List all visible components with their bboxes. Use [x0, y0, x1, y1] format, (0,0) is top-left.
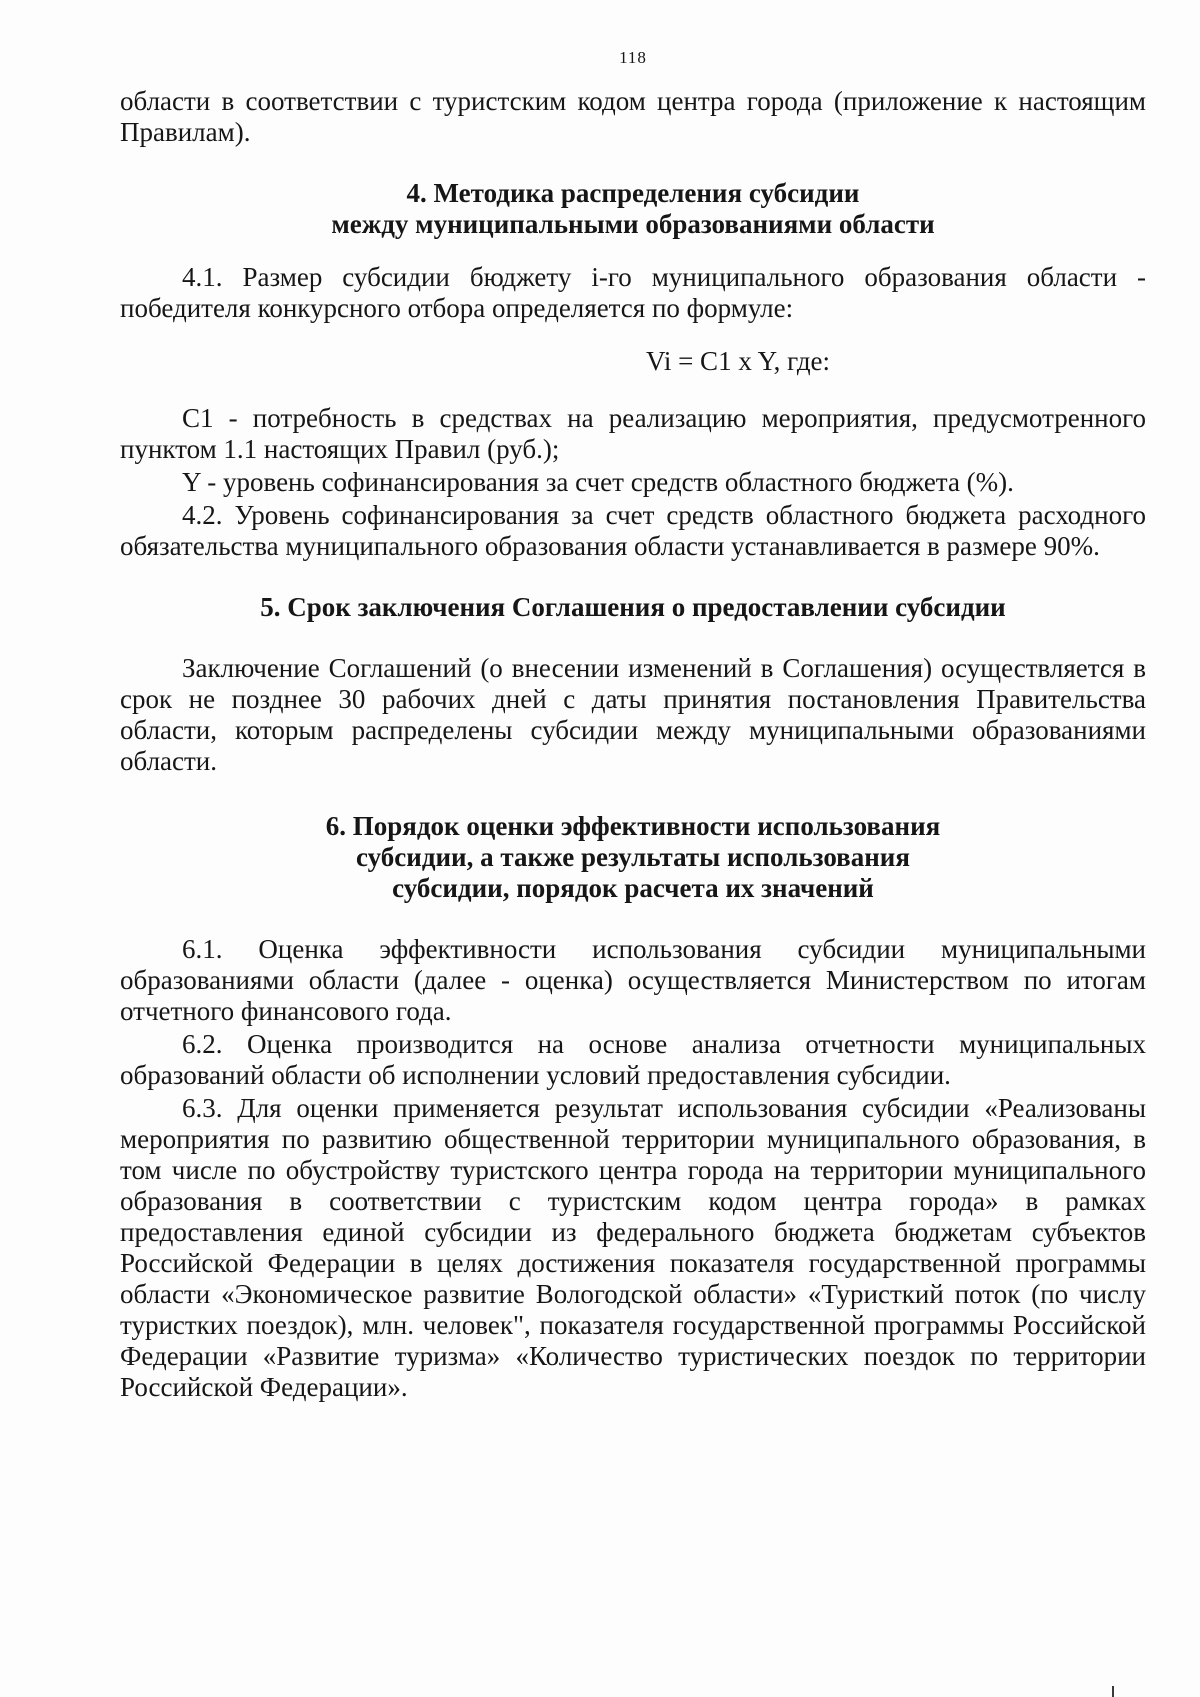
- paragraph-6-1: 6.1. Оценка эффективности использования субсидии муниципальными образованиями области (далее - оценка) осуществляется Министерством по итогам отчетного финансового года.: [120, 934, 1146, 1026]
- section-6-title-line-3: субсидии, порядок расчета их значений: [392, 873, 874, 903]
- paragraph-6-2: 6.2. Оценка производится на основе анализа отчетности муниципальных образований области об исполнении условий предоставления субсидии.: [120, 1029, 1146, 1090]
- section-5-paragraph: Заключение Соглашений (о внесении изменений в Соглашения) осуществляется в срок не позднее 30 рабочих дней с даты принятия постановления Правительства области, которым распределены субсидии между муниципальными образованиями области.: [120, 653, 1146, 776]
- paragraph-6-3: 6.3. Для оценки применяется результат использования субсидии «Реализованы мероприятия по развитию общественной территории муниципального образования, в том числе по обустройству туристского центра города на территории муниципального образования в соответствии с туристским кодом центра города» в рамках предоставления единой субсидии из федерального бюджета бюджетам субъектов Российской Федерации в целях достижения показателя государственной программы области «Экономическое развитие Вологодской области» «Туристкий поток (по числу туристких поездок), млн. человек", показателя государственной программы Российской Федерации «Развитие туризма» «Количество туристических поездок по территории Российской Федерации».: [120, 1093, 1146, 1402]
- page-number: 118: [619, 48, 647, 67]
- formula: Vi = C1 x Y, где:: [645, 346, 831, 376]
- section-6-title-line-2: субсидии, а также результаты использования: [356, 842, 910, 872]
- section-5-heading: [120, 592, 1146, 623]
- definition-y: Y - уровень софинансирования за счет средств областного бюджета (%).: [182, 467, 1014, 497]
- section-4-title-line-2: между муниципальными образованиями области: [331, 209, 935, 239]
- scan-artifact-mark: [1112, 1686, 1114, 1697]
- paragraph-4-1: 4.1. Размер субсидии бюджету i-го муниципального образования области - победителя конкурсного отбора определяется по формуле:: [120, 262, 1146, 323]
- page-content: [120, 48, 1146, 1403]
- section-6-heading: [120, 811, 1146, 904]
- section-4-title-line-1: 4. Методика распределения субсидии: [406, 178, 860, 208]
- paragraph-4-2: 4.2. Уровень софинансирования за счет средств областного бюджета расходного обязательства муниципального образования области устанавливается в размере 90%.: [120, 500, 1146, 561]
- section-5-title: 5. Срок заключения Соглашения о предоставлении субсидии: [260, 592, 1006, 622]
- definition-c1: C1 - потребность в средствах на реализацию мероприятия, предусмотренного пунктом 1.1 настоящих Правил (руб.);: [120, 403, 1146, 464]
- section-6-title-line-1: 6. Порядок оценки эффективности использования: [325, 811, 941, 841]
- intro-paragraph: области в соответствии с туристским кодом центра города (приложение к настоящим Правилам).: [120, 86, 1146, 147]
- section-4-heading: [120, 178, 1146, 240]
